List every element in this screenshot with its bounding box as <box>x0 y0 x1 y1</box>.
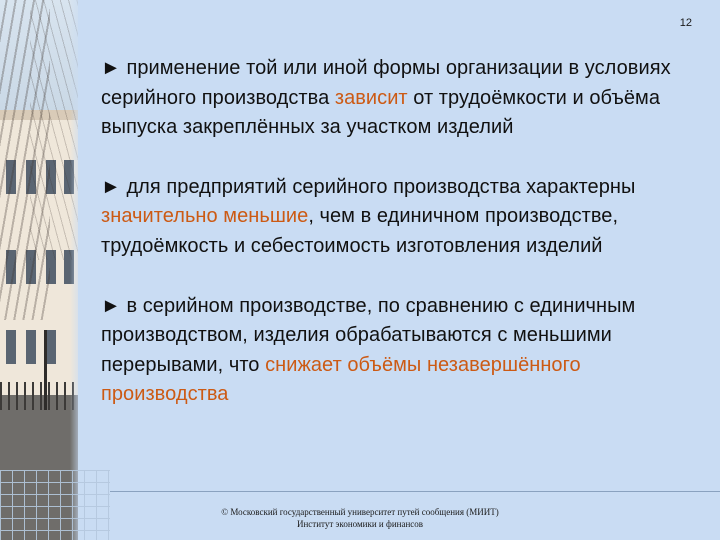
bullet-highlight: значительно меньшие <box>101 205 309 228</box>
bullet-text: от трудоёмкости и объёма выпуска закреплённых за участком изделий <box>101 86 661 139</box>
bullet-text: для предприятий серийного производства характерны <box>120 175 636 198</box>
building-photo <box>0 0 78 540</box>
bullet-item <box>101 54 691 143</box>
lamp-post <box>44 330 47 410</box>
grid-decoration <box>0 470 110 540</box>
bullet-marker: ► <box>101 57 121 79</box>
bullet-item <box>101 292 691 410</box>
footer-divider <box>110 491 720 492</box>
bullet-marker: ► <box>101 294 121 317</box>
bullet-highlight: снижает объёмы незавершённого производства <box>101 353 581 406</box>
bullet-text: применение той или иной формы организации в условиях серийного производства <box>101 57 671 109</box>
bullet-marker: ► <box>101 175 121 198</box>
footer-copyright: © Московский государственный университет путей сообщения (МИИТ) <box>221 507 499 517</box>
bullet-text: , чем в единичном производстве, трудоёмкость и себестоимость изготовления изделий <box>101 205 619 257</box>
footer <box>200 506 520 530</box>
photo-fade <box>70 0 78 540</box>
page-number: 12 <box>679 17 692 29</box>
bullet-text: в серийном производстве, по сравнению с единичным производством, изделия обрабатываются с меньшими перерывами, что <box>101 294 636 376</box>
building-window <box>46 330 56 364</box>
footer-institute: Институт экономики и финансов <box>296 519 424 529</box>
bullet-item <box>101 173 691 262</box>
fence <box>0 382 78 410</box>
building-window <box>26 330 36 364</box>
building-window <box>6 330 16 364</box>
bullet-highlight: зависит <box>334 86 408 109</box>
slide-content <box>101 54 691 410</box>
